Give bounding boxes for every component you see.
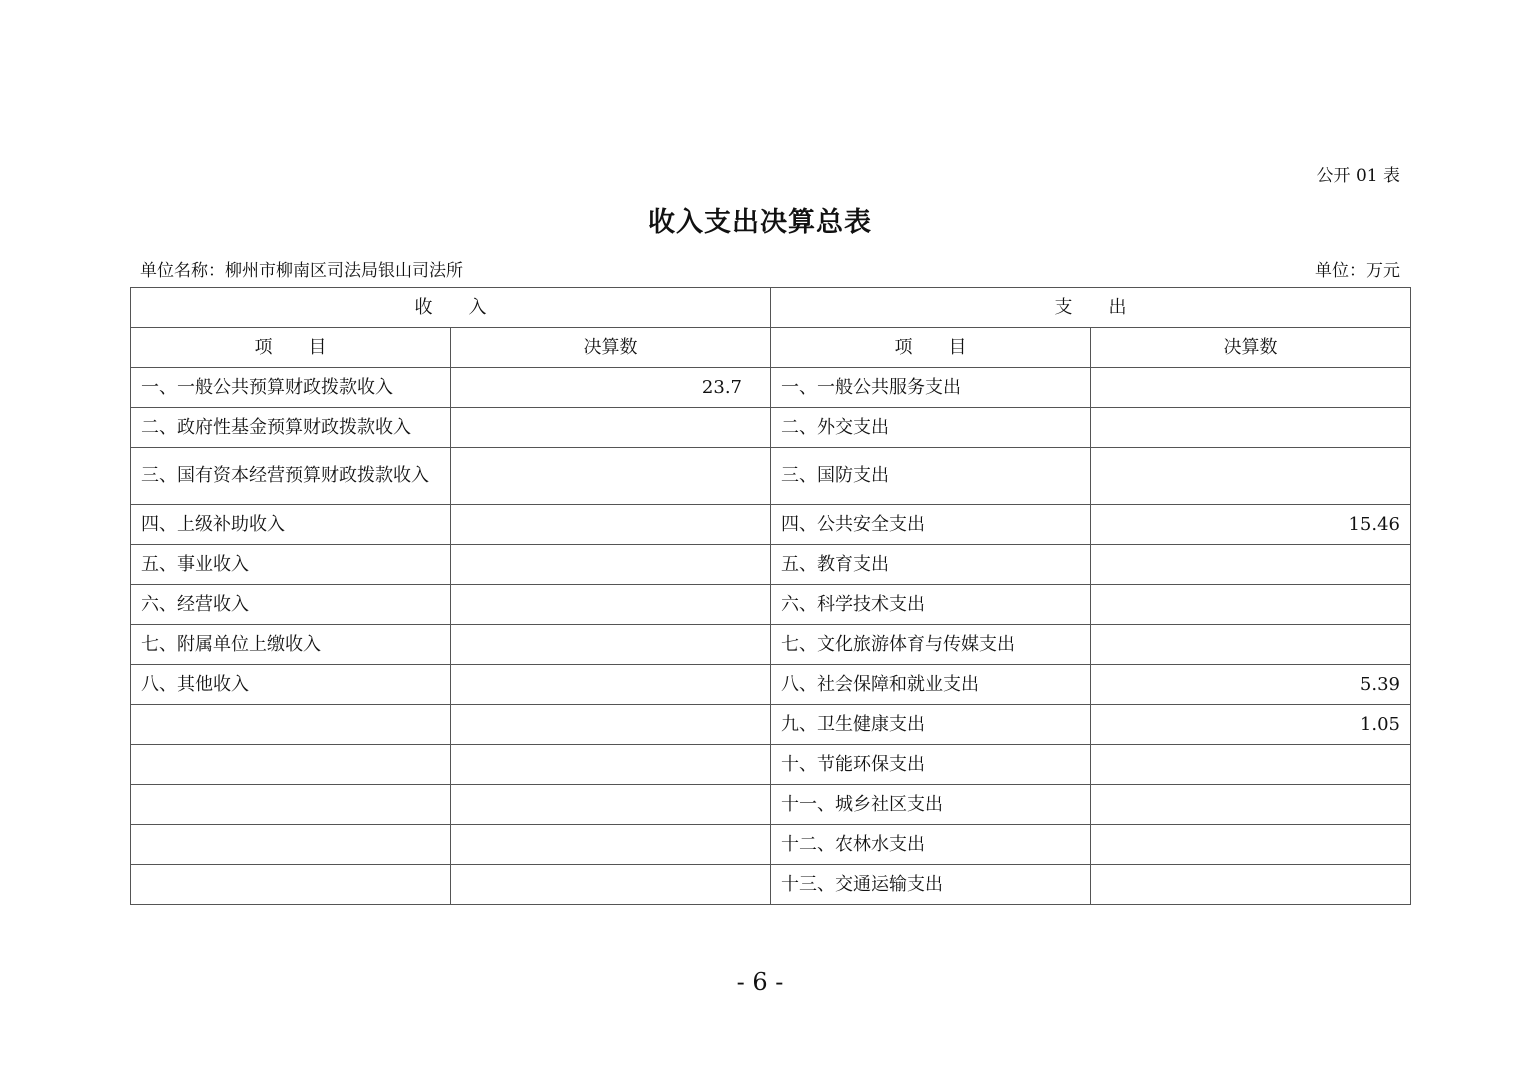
- income-amount-cell: [451, 505, 771, 545]
- income-item-cell: 三、国有资本经营预算财政拨款收入: [131, 448, 451, 505]
- budget-summary-table: [130, 287, 1411, 905]
- expense-item-cell: 八、社会保障和就业支出: [771, 665, 1091, 705]
- table-row: [131, 448, 1411, 505]
- expense-amount-cell: [1091, 368, 1411, 408]
- table-row: [131, 785, 1411, 825]
- income-amount-cell: [451, 448, 771, 505]
- income-amount-cell: [451, 585, 771, 625]
- table-row: [131, 745, 1411, 785]
- expense-item-cell: 一、一般公共服务支出: [771, 368, 1091, 408]
- income-amount-cell: [451, 705, 771, 745]
- income-item-cell: 四、上级补助收入: [131, 505, 451, 545]
- income-item-cell: [131, 865, 451, 905]
- income-item-cell: 七、附属单位上缴收入: [131, 625, 451, 665]
- expense-item-cell: 五、教育支出: [771, 545, 1091, 585]
- currency-unit: 单位：万元: [1315, 261, 1400, 281]
- income-item-cell: [131, 705, 451, 745]
- table-row: [131, 545, 1411, 585]
- expense-amount-cell: [1091, 585, 1411, 625]
- income-amount-cell: [451, 665, 771, 705]
- income-amount-cell: [451, 745, 771, 785]
- expense-item-cell: 十三、交通运输支出: [771, 865, 1091, 905]
- income-item-cell: 一、一般公共预算财政拨款收入: [131, 368, 451, 408]
- table-row: [131, 408, 1411, 448]
- expense-amount-cell: 15.46: [1091, 505, 1411, 545]
- unit-name: 单位名称：柳州市柳南区司法局银山司法所: [140, 261, 463, 281]
- page-title: 收入支出决算总表: [648, 207, 872, 238]
- table-row: [131, 585, 1411, 625]
- expense-amount-header: 决算数: [1091, 328, 1411, 368]
- expense-amount-cell: 5.39: [1091, 665, 1411, 705]
- income-amount-cell: 23.7: [451, 368, 771, 408]
- income-item-cell: 八、其他收入: [131, 665, 451, 705]
- expense-amount-cell: [1091, 745, 1411, 785]
- table-row: [131, 665, 1411, 705]
- expense-amount-cell: [1091, 825, 1411, 865]
- section-header-row: [131, 288, 1411, 328]
- income-amount-cell: [451, 408, 771, 448]
- expense-amount-cell: [1091, 625, 1411, 665]
- income-item-cell: [131, 745, 451, 785]
- expense-item-cell: 六、科学技术支出: [771, 585, 1091, 625]
- income-amount-cell: [451, 865, 771, 905]
- page-number: - 6 -: [736, 968, 784, 996]
- income-section-header: 收 入: [131, 288, 771, 328]
- income-item-cell: 六、经营收入: [131, 585, 451, 625]
- expense-amount-cell: [1091, 865, 1411, 905]
- expense-amount-cell: [1091, 545, 1411, 585]
- expense-section-header: 支 出: [771, 288, 1411, 328]
- table-row: [131, 368, 1411, 408]
- table-body: [131, 288, 1411, 905]
- expense-amount-cell: [1091, 785, 1411, 825]
- income-item-cell: [131, 825, 451, 865]
- table-row: [131, 705, 1411, 745]
- table-row: [131, 505, 1411, 545]
- expense-amount-cell: [1091, 408, 1411, 448]
- form-number: 公开 01 表: [1316, 166, 1400, 186]
- expense-item-cell: 四、公共安全支出: [771, 505, 1091, 545]
- income-item-cell: 五、事业收入: [131, 545, 451, 585]
- expense-item-cell: 二、外交支出: [771, 408, 1091, 448]
- income-amount-cell: [451, 545, 771, 585]
- table-row: [131, 865, 1411, 905]
- expense-item-header: 项 目: [771, 328, 1091, 368]
- expense-amount-cell: [1091, 448, 1411, 505]
- income-amount-header: 决算数: [451, 328, 771, 368]
- expense-item-cell: 三、国防支出: [771, 448, 1091, 505]
- expense-item-cell: 十一、城乡社区支出: [771, 785, 1091, 825]
- income-amount-cell: [451, 785, 771, 825]
- income-item-cell: 二、政府性基金预算财政拨款收入: [131, 408, 451, 448]
- expense-item-cell: 十二、农林水支出: [771, 825, 1091, 865]
- income-amount-cell: [451, 625, 771, 665]
- table-row: [131, 625, 1411, 665]
- expense-item-cell: 七、文化旅游体育与传媒支出: [771, 625, 1091, 665]
- expense-amount-cell: 1.05: [1091, 705, 1411, 745]
- income-amount-cell: [451, 825, 771, 865]
- income-item-cell: [131, 785, 451, 825]
- column-header-row: [131, 328, 1411, 368]
- expense-item-cell: 九、卫生健康支出: [771, 705, 1091, 745]
- expense-item-cell: 十、节能环保支出: [771, 745, 1091, 785]
- table-row: [131, 825, 1411, 865]
- income-item-header: 项 目: [131, 328, 451, 368]
